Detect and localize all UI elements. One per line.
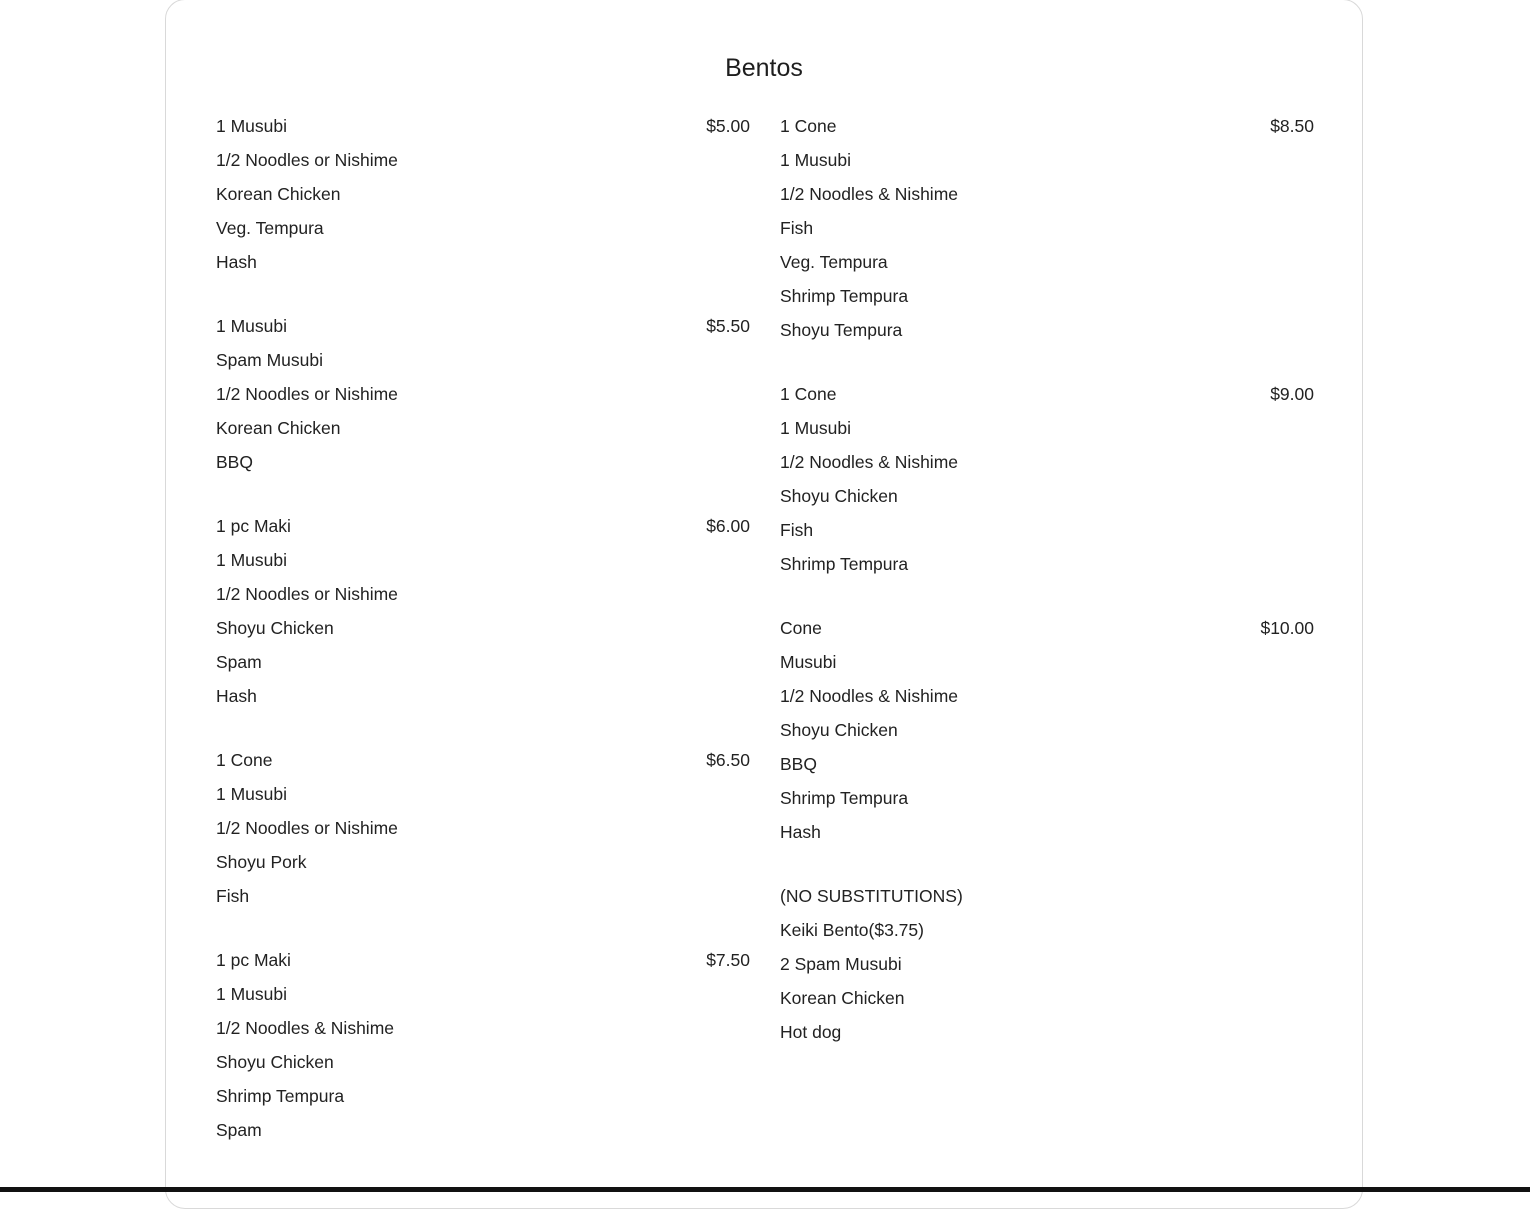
bento-item-line (216, 879, 750, 913)
bento-item-line (780, 211, 1314, 245)
bento-item-line (216, 1113, 750, 1147)
bento-item-line (780, 177, 1314, 211)
bento-item-line (216, 245, 750, 279)
bento-item: 1/2 Noodles & Nishime (780, 686, 958, 706)
bento-item-line (216, 977, 750, 1011)
bento-item-line (780, 313, 1314, 347)
bento-item: Fish (216, 886, 250, 906)
bento-item: 1/2 Noodles or Nishime (216, 384, 398, 404)
bento-item: Shoyu Chicken (780, 720, 898, 740)
bento-item: 1 Musubi (216, 984, 288, 1004)
bento-item-line (780, 445, 1314, 479)
bento-item: Hash (216, 686, 257, 706)
bento-item-line (216, 177, 750, 211)
bento-item-line (780, 513, 1314, 547)
bento-item-line (780, 279, 1314, 313)
bento-price: $5.00 (706, 116, 750, 136)
bento-item: Shoyu Tempura (780, 320, 903, 340)
bento-item: Hash (780, 822, 821, 842)
bento-item-line (216, 743, 750, 777)
bento-item: 1 Musubi (216, 316, 288, 336)
bento-item: Spam Musubi (216, 350, 323, 370)
bento-item-line (780, 713, 1314, 747)
bento-item-line (780, 781, 1314, 815)
bento-price: $6.00 (706, 516, 750, 536)
bento-item-line (780, 411, 1314, 445)
bento-item: Korean Chicken (780, 988, 905, 1008)
bento-item: Spam (216, 1120, 262, 1140)
bento-price: $7.50 (706, 950, 750, 970)
bento-item-line (216, 211, 750, 245)
bento-item: Korean Chicken (216, 418, 341, 438)
bento-item-line (780, 245, 1314, 279)
bento-item-line (780, 479, 1314, 513)
bento-item: 1 Cone (780, 384, 837, 404)
bento-item-line (780, 611, 1314, 645)
menu-title: Bentos (725, 54, 803, 82)
bento-item-line (216, 777, 750, 811)
bento-item-line (780, 109, 1314, 143)
bento-item: 1 Musubi (216, 784, 288, 804)
bento-item-line (780, 815, 1314, 849)
bento-item-line (780, 679, 1314, 713)
bento-group (216, 309, 750, 479)
bento-item-line (780, 947, 1314, 981)
bento-item: (NO SUBSTITUTIONS) (780, 886, 963, 906)
bento-item: Keiki Bento($3.75) (780, 920, 924, 940)
bento-item-line (216, 543, 750, 577)
bento-item: Korean Chicken (216, 184, 341, 204)
bento-item-line (216, 343, 750, 377)
bento-item-line (780, 747, 1314, 781)
bento-item: Shrimp Tempura (780, 788, 909, 808)
bento-group (780, 377, 1314, 581)
bento-item-line (780, 879, 1314, 913)
bento-group (216, 743, 750, 913)
bento-item: 1/2 Noodles & Nishime (780, 184, 958, 204)
bento-item: Shoyu Chicken (780, 486, 898, 506)
menu-card (165, 0, 1363, 1209)
bento-item-line (216, 1079, 750, 1113)
bento-item: Cone (780, 618, 822, 638)
bento-item-line (216, 1045, 750, 1079)
bento-item: 2 Spam Musubi (780, 954, 902, 974)
bento-item-line (216, 509, 750, 543)
bento-item: Fish (780, 218, 814, 238)
bento-group (780, 109, 1314, 347)
bento-item: Spam (216, 652, 262, 672)
bento-item-line (780, 981, 1314, 1015)
bento-item: 1/2 Noodles or Nishime (216, 818, 398, 838)
bento-item-line (216, 411, 750, 445)
bento-price: $9.00 (1270, 384, 1314, 404)
bottom-bar (0, 1187, 1530, 1192)
bento-item: 1 pc Maki (216, 950, 291, 970)
menu-column-right (780, 109, 1314, 1079)
bento-item: 1 pc Maki (216, 516, 291, 536)
bento-item: 1/2 Noodles & Nishime (780, 452, 958, 472)
bento-group (780, 879, 1314, 1049)
bento-group (216, 109, 750, 279)
bento-item-line (216, 943, 750, 977)
bento-item: Fish (780, 520, 814, 540)
bento-item: Veg. Tempura (780, 252, 888, 272)
bento-item-line (216, 143, 750, 177)
bento-price: $8.50 (1270, 116, 1314, 136)
bento-price: $5.50 (706, 316, 750, 336)
bento-item: Shrimp Tempura (780, 554, 909, 574)
bento-item-line (216, 845, 750, 879)
bento-item-line (780, 377, 1314, 411)
bento-item: Shoyu Pork (216, 852, 307, 872)
bento-item-line (216, 811, 750, 845)
bento-item-line (216, 309, 750, 343)
bento-item-line (780, 913, 1314, 947)
bento-item-line (780, 547, 1314, 581)
bento-price: $10.00 (1260, 618, 1314, 638)
bento-item: 1/2 Noodles & Nishime (216, 1018, 394, 1038)
bento-item: 1/2 Noodles or Nishime (216, 584, 398, 604)
bento-item: BBQ (216, 452, 253, 472)
bento-item: BBQ (780, 754, 817, 774)
bento-item: 1 Musubi (216, 550, 288, 570)
bento-item: Hash (216, 252, 257, 272)
bento-item-line (216, 679, 750, 713)
menu-column-left (216, 109, 750, 1177)
bento-item: Shoyu Chicken (216, 618, 334, 638)
bento-group (216, 509, 750, 713)
bento-item: 1 Cone (780, 116, 837, 136)
bento-item-line (780, 1015, 1314, 1049)
bento-item-line (216, 109, 750, 143)
bento-item: 1 Cone (216, 750, 273, 770)
bento-item: 1 Musubi (216, 116, 288, 136)
bento-item: Shoyu Chicken (216, 1052, 334, 1072)
bento-item: 1 Musubi (780, 150, 852, 170)
bento-item: Shrimp Tempura (780, 286, 909, 306)
bento-group (216, 943, 750, 1147)
bento-item: Veg. Tempura (216, 218, 324, 238)
bento-item: Shrimp Tempura (216, 1086, 345, 1106)
bento-item-line (216, 577, 750, 611)
bento-price: $6.50 (706, 750, 750, 770)
bento-item-line (780, 645, 1314, 679)
bento-item-line (780, 143, 1314, 177)
bento-group (780, 611, 1314, 849)
bento-item: 1 Musubi (780, 418, 852, 438)
bento-item-line (216, 445, 750, 479)
bento-item: 1/2 Noodles or Nishime (216, 150, 398, 170)
bento-item-line (216, 377, 750, 411)
bento-item-line (216, 611, 750, 645)
bento-item-line (216, 1011, 750, 1045)
bento-item: Hot dog (780, 1022, 842, 1042)
bento-item-line (216, 645, 750, 679)
bento-item: Musubi (780, 652, 837, 672)
